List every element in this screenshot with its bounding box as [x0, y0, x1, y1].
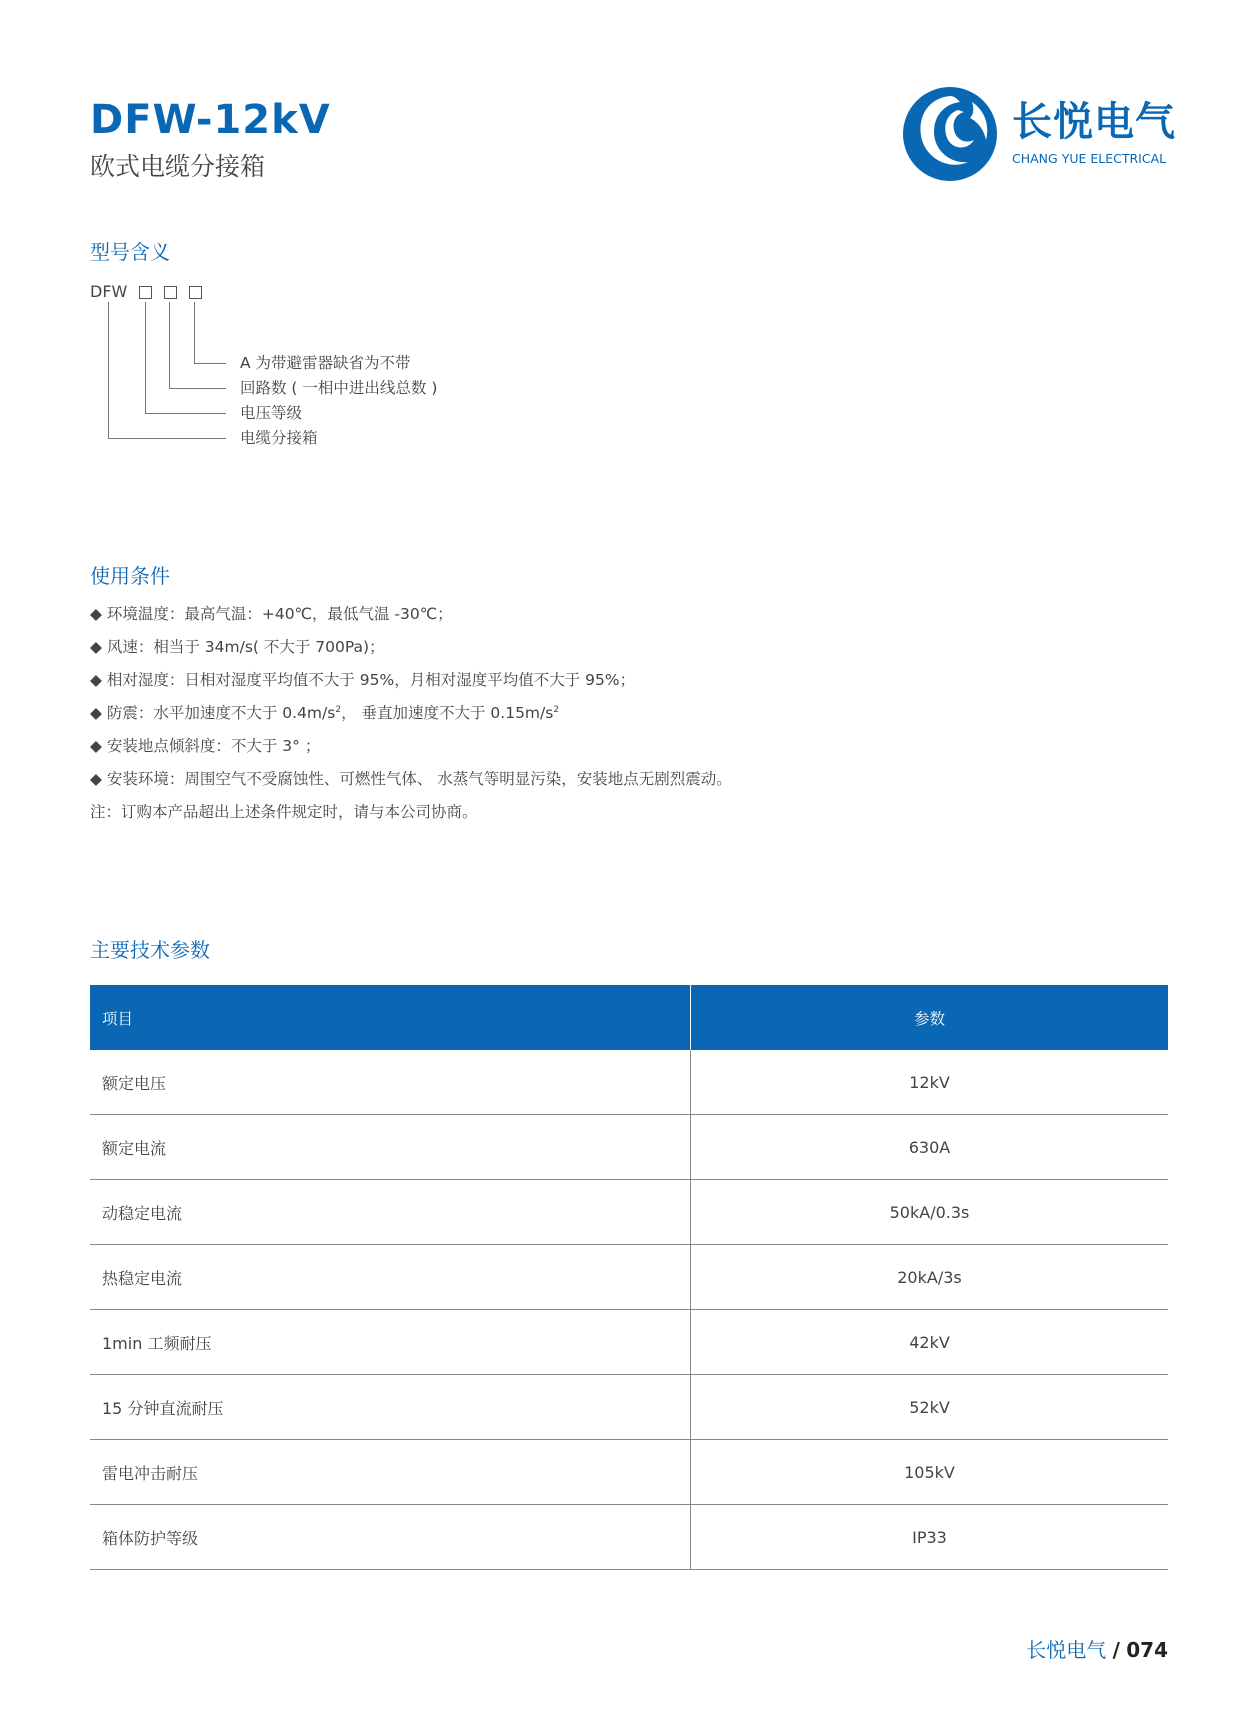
tech-params-heading: 主要技术参数: [90, 938, 210, 962]
param-value: 50kA/0.3s: [691, 1180, 1169, 1245]
bracket-line: [145, 302, 146, 414]
condition-item: ◆ 相对湿度：日相对湿度平均值不大于 95%，月相对湿度平均值不大于 95%；: [90, 671, 636, 689]
param-name: 箱体防护等级: [90, 1505, 691, 1570]
bracket-line: [169, 302, 170, 389]
seismic-sup-1: 2: [335, 705, 342, 715]
param-name: 额定电压: [90, 1050, 691, 1115]
param-value: 42kV: [691, 1310, 1169, 1375]
column-header-value: 参数: [691, 985, 1169, 1050]
bracket-line: [169, 388, 226, 389]
seismic-text-1: ◆ 防震：水平加速度不大于 0.4m/s: [90, 704, 336, 723]
conditions-heading: 使用条件: [90, 564, 170, 588]
model-box-2: [164, 286, 177, 299]
condition-item-seismic: [90, 706, 559, 722]
legend-item: 电压等级: [240, 404, 303, 422]
model-code: DFW: [90, 282, 128, 301]
table-row: [90, 1505, 1168, 1570]
page-footer: [1026, 1640, 1168, 1660]
logo-text-cn: 长悦电气: [1012, 98, 1176, 145]
legend-item: 回路数 ( 一相中进出线总数 ): [240, 379, 438, 397]
param-value: 52kV: [691, 1375, 1169, 1440]
product-subtitle: 欧式电缆分接箱: [90, 152, 266, 181]
model-meaning-heading: 型号含义: [90, 240, 170, 264]
bracket-line: [108, 438, 226, 439]
param-name: 1min 工频耐压: [90, 1310, 691, 1375]
param-name: 热稳定电流: [90, 1245, 691, 1310]
condition-item: ◆ 风速：相当于 34m/s( 不大于 700Pa)；: [90, 638, 385, 656]
tech-params-table: [90, 985, 1168, 1570]
product-title: DFW-12kV: [90, 97, 331, 143]
table-row: [90, 1115, 1168, 1180]
param-name: 15 分钟直流耐压: [90, 1375, 691, 1440]
bracket-line: [145, 413, 226, 414]
seismic-sup-2: 2: [553, 705, 560, 715]
param-value: 630A: [691, 1115, 1169, 1180]
condition-item: ◆ 安装环境：周围空气不受腐蚀性、可燃性气体、 水蒸气等明显污染，安装地点无剧烈震动。: [90, 770, 732, 788]
condition-item: ◆ 环境温度：最高气温：+40℃，最低气温 -30℃；: [90, 605, 453, 623]
legend-item: 电缆分接箱: [240, 429, 318, 447]
model-box-1: [139, 286, 152, 299]
table-row: [90, 1245, 1168, 1310]
table-row: [90, 1180, 1168, 1245]
param-name: 雷电冲击耐压: [90, 1440, 691, 1505]
param-name: 动稳定电流: [90, 1180, 691, 1245]
table-row: [90, 1440, 1168, 1505]
legend-item: A 为带避雷器缺省为不带: [240, 354, 411, 372]
company-logo-icon: [900, 84, 1000, 184]
param-value: IP33: [691, 1505, 1169, 1570]
param-value: 105kV: [691, 1440, 1169, 1505]
bracket-line: [194, 363, 226, 364]
footer-brand: 长悦电气: [1026, 1638, 1107, 1662]
column-header-item: 项目: [90, 985, 691, 1050]
param-value: 20kA/3s: [691, 1245, 1169, 1310]
param-name: 额定电流: [90, 1115, 691, 1180]
page-number: 074: [1126, 1638, 1168, 1662]
condition-note: 注：订购本产品超出上述条件规定时，请与本公司协商。: [90, 803, 478, 821]
table-header-row: [90, 985, 1168, 1050]
bracket-line: [194, 302, 195, 364]
seismic-text-2: ， 垂直加速度不大于 0.15m/s: [341, 704, 554, 723]
table-row: [90, 1310, 1168, 1375]
condition-item: ◆ 安装地点倾斜度：不大于 3° ；: [90, 737, 321, 755]
param-value: 12kV: [691, 1050, 1169, 1115]
logo-text-en: CHANG YUE ELECTRICAL: [1012, 151, 1167, 166]
table-row: [90, 1375, 1168, 1440]
footer-separator: /: [1112, 1638, 1120, 1662]
model-box-3: [189, 286, 202, 299]
table-row: [90, 1050, 1168, 1115]
bracket-line: [108, 302, 109, 439]
